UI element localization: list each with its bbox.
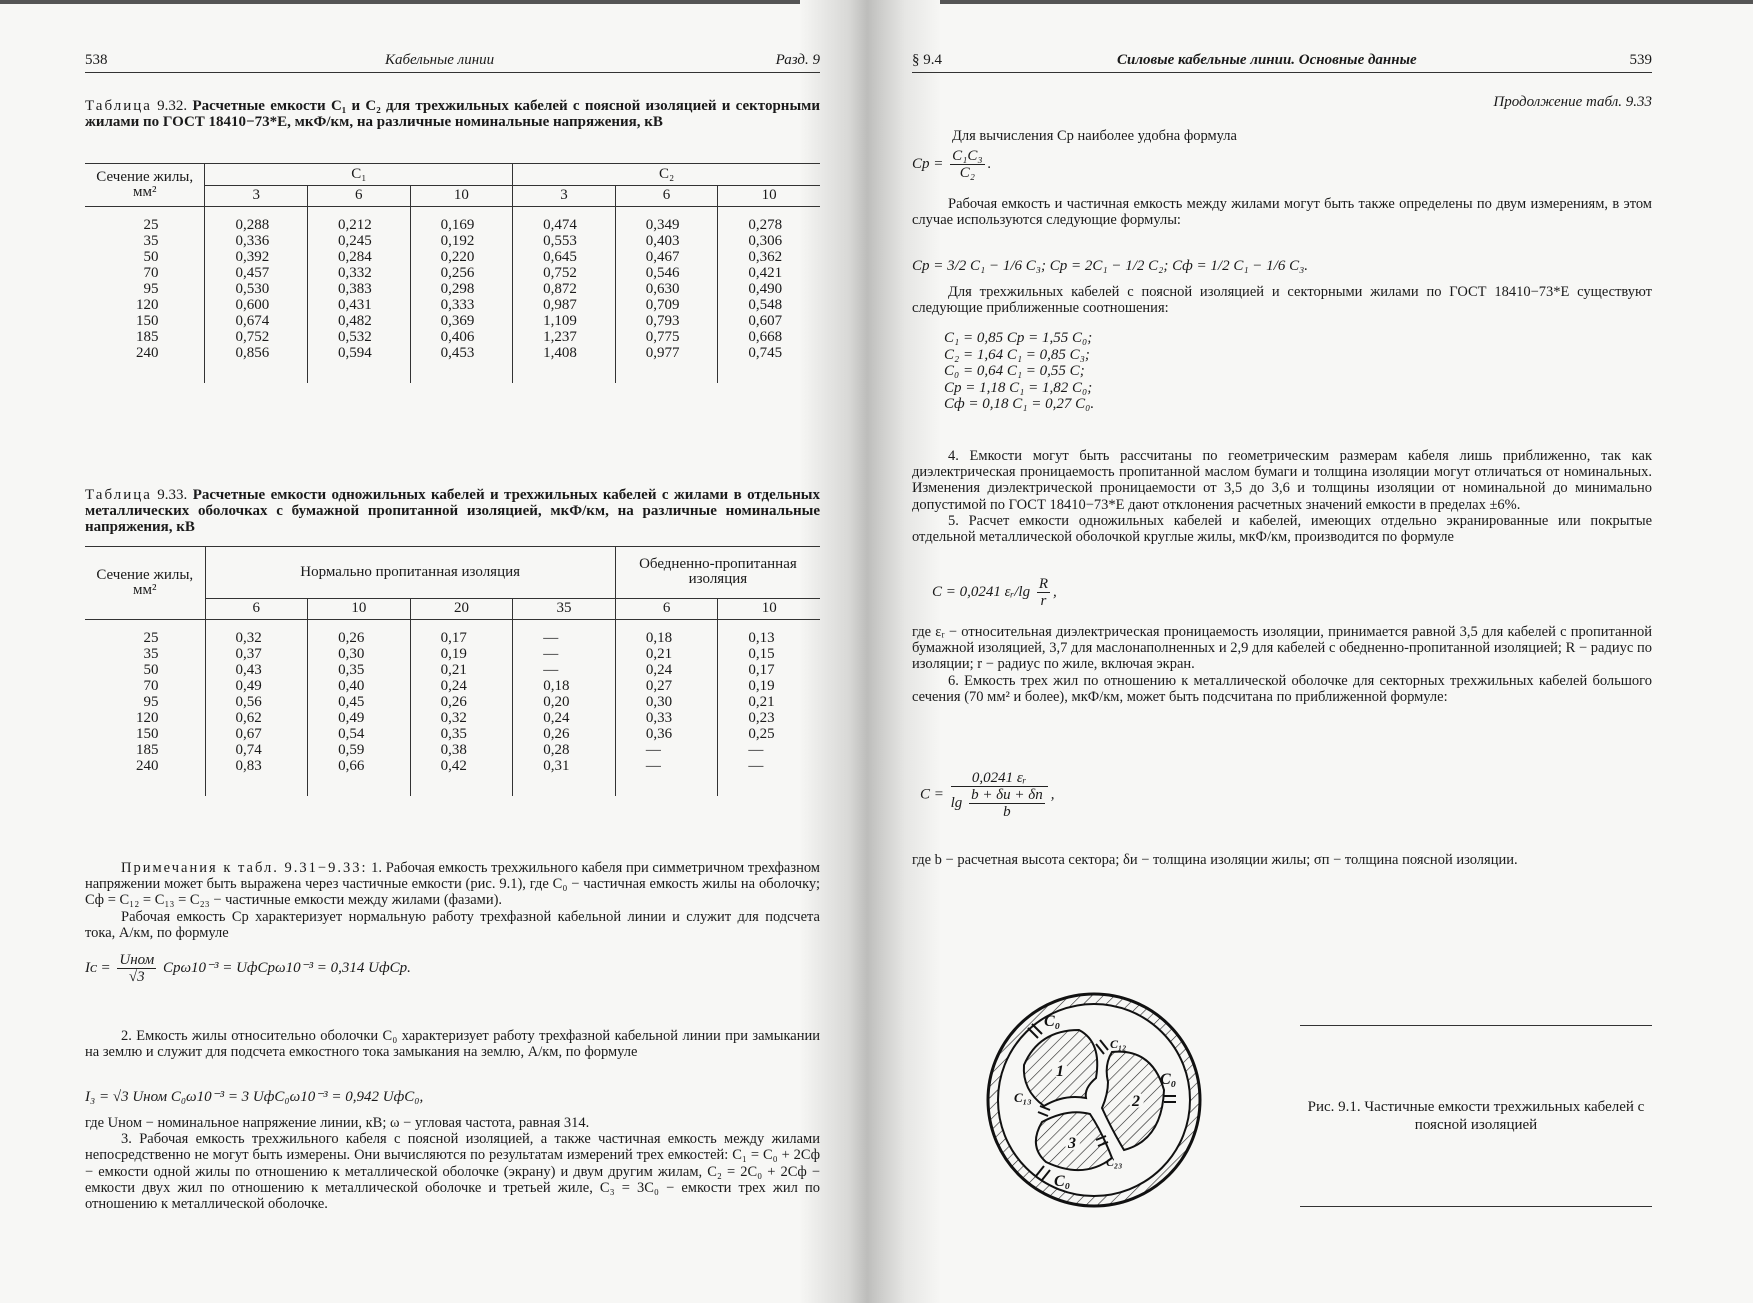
value-cell: 0,256	[410, 265, 513, 281]
table-9-32	[85, 163, 820, 383]
core-label-3: 3	[1068, 1135, 1076, 1152]
cable-cross-section	[984, 990, 1204, 1210]
value-cell: 0,17	[410, 620, 513, 647]
table-row	[85, 726, 820, 742]
value-cell: 0,31	[513, 758, 616, 796]
section-cell: 35	[85, 646, 205, 662]
value-cell: 0,987	[513, 297, 616, 313]
inner-denominator: b	[1003, 804, 1011, 820]
running-title: Кабельные линии	[385, 52, 495, 68]
value-cell: 0,284	[308, 249, 411, 265]
section-cell: 25	[85, 207, 205, 234]
notes-block	[85, 860, 820, 941]
formula-lhs: C =	[920, 786, 944, 803]
value-cell: —	[615, 742, 718, 758]
section-cell: 120	[85, 297, 205, 313]
section-cell: 35	[85, 233, 205, 249]
value-cell: 0,856	[205, 345, 308, 383]
inner-numerator: b + δи + δп	[971, 787, 1043, 803]
value-cell: 0,467	[615, 249, 718, 265]
value-cell: 0,403	[615, 233, 718, 249]
table-caption	[85, 487, 820, 535]
formula-lhs: Cр =	[912, 155, 944, 172]
section-cell: 150	[85, 726, 205, 742]
section-cell: 240	[85, 345, 205, 383]
relation-line: Cр = 1,18 C₁ = 1,82 C₀;	[944, 379, 1093, 396]
value-cell: 0,66	[308, 758, 411, 796]
right-page	[912, 0, 1652, 1303]
formula-ic	[85, 952, 411, 985]
value-cell: 0,674	[205, 313, 308, 329]
value-cell: 0,553	[513, 233, 616, 249]
formula-c-round: C = 0,0241 εᵣ/lg $\frac{R}{r}$ ,	[932, 576, 1057, 609]
paragraph	[912, 196, 1652, 228]
table-row	[85, 329, 820, 345]
note-1: 1. Рабочая емкость трехжильного кабеля при симметричном трехфазном напряжении может быть выражена через частичные емкости (рис. 9.1), где C₀ − частичная емкость жилы на оболочку; Cф = C₁₂ = C₁₃ = C₂₃ − частичные емкости между жилами (фазами).	[85, 860, 820, 909]
note-2: 2. Емкость жилы относительно оболочки C₀ характеризует работу трехфазной кабельной линии при замыкании на землю и служит для подсчета емкостного тока замыкания на землю, А/км, по формуле	[85, 1028, 820, 1061]
value-cell: 0,192	[410, 233, 513, 249]
value-cell: 0,607	[748, 313, 783, 329]
value-cell: 0,21	[748, 694, 775, 710]
core-label-1: 1	[1056, 1063, 1064, 1080]
relation-line: Cф = 0,18 C₁ = 0,27 C₀.	[944, 396, 1095, 412]
section-cell: 70	[85, 265, 205, 281]
relations-list	[944, 330, 1094, 413]
note-3-block	[85, 1115, 820, 1212]
value-cell: 0,306	[748, 233, 783, 249]
value-cell: 0,26	[410, 694, 513, 710]
value-cell: 0,453	[410, 345, 513, 383]
value-cell: 0,37	[205, 646, 308, 662]
note-1b: Рабочая емкость Cр характеризует нормальную работу трехфазной кабельной линии и служит для подсчета тока, А/км, по формуле	[85, 908, 820, 941]
value-cell: 0,43	[205, 662, 308, 678]
relation-line: C₁ = 0,85 Cр = 1,55 C₀;	[944, 330, 1093, 346]
section-ref: § 9.4	[912, 52, 942, 68]
voltage-header: 6	[205, 598, 308, 619]
value-cell: —	[748, 742, 764, 758]
header-section: Сечение жилы, мм²	[85, 547, 205, 620]
section-cell: 50	[85, 662, 205, 678]
value-cell: 0,169	[410, 207, 513, 234]
value-cell: 0,13	[748, 630, 775, 646]
value-cell: —	[513, 620, 616, 647]
value-cell: 0,977	[615, 345, 718, 383]
value-cell: 0,56	[205, 694, 308, 710]
relation-line: C₂ = 1,64 C₁ = 0,85 C₃;	[944, 346, 1090, 363]
value-cell: 0,421	[748, 265, 783, 281]
formula-rest: Cрω10⁻³ = UфCрω10⁻³ = 0,314 UфCр.	[162, 959, 411, 976]
voltage-header: 10	[308, 598, 411, 619]
cap-label-c0-top: C₀	[1044, 1013, 1061, 1030]
header-group-c1: C₁	[205, 164, 513, 186]
value-cell: 0,15	[748, 646, 775, 662]
table-caption	[85, 98, 820, 130]
denominator: √3	[128, 969, 145, 985]
fraction	[117, 952, 156, 985]
cap-label-c0-bottom: C₀	[1054, 1173, 1071, 1190]
fraction	[950, 148, 984, 181]
section-cell: 185	[85, 329, 205, 345]
cap-label-c13: C₁₃	[1014, 1090, 1032, 1105]
value-cell: 0,532	[308, 329, 411, 345]
voltage-header: 6	[615, 185, 718, 207]
table-row	[85, 297, 820, 313]
value-cell: 0,30	[308, 646, 411, 662]
left-page	[85, 0, 820, 1303]
value-cell: 0,19	[748, 678, 775, 694]
paragraph	[912, 448, 1652, 545]
value-cell: 0,745	[748, 345, 783, 361]
value-cell: 0,27	[615, 678, 718, 694]
fraction	[1037, 576, 1050, 609]
section-cell: 240	[85, 758, 205, 796]
page-number: 538	[85, 52, 108, 68]
value-cell: 0,21	[410, 662, 513, 678]
value-cell: 0,20	[513, 694, 616, 710]
value-cell: 0,872	[513, 281, 616, 297]
table-9-33	[85, 546, 820, 796]
paragraph-text: Для трехжильных кабелей с поясной изоляцией и секторными жилами по ГОСТ 18410−73*Е существуют следующие приближенные соотношения:	[912, 284, 1652, 317]
voltage-header: 20	[410, 598, 513, 619]
value-cell: 1,109	[513, 313, 616, 329]
value-cell: 0,336	[205, 233, 308, 249]
value-cell: 0,40	[308, 678, 411, 694]
value-cell: 0,49	[205, 678, 308, 694]
value-cell: 0,42	[410, 758, 513, 796]
value-cell: 0,668	[748, 329, 783, 345]
value-cell: 0,26	[308, 620, 411, 647]
note-2b: где Uном − номинальное напряжение линии, кВ; ω − угловая частота, равная 314.	[85, 1115, 590, 1131]
value-cell: 0,21	[615, 646, 718, 662]
value-cell: 0,74	[205, 742, 308, 758]
table-row	[85, 694, 820, 710]
numerator: C₁C₃	[952, 148, 983, 164]
value-cell: 0,278	[748, 217, 783, 233]
voltage-header: 6	[615, 598, 718, 619]
value-cell: 0,362	[748, 249, 783, 265]
header-group-depleted: Обедненно-пропитанная изоляция	[615, 547, 820, 599]
caption-label: Таблица	[85, 98, 152, 114]
table-row	[85, 281, 820, 297]
numerator: R	[1038, 576, 1048, 592]
value-cell: 0,645	[513, 249, 616, 265]
value-cell: 0,38	[410, 742, 513, 758]
formula-cp: Cр = $\frac{\text{C₁C₃}}{\text{C₂}}$ .	[912, 148, 992, 181]
value-cell: 0,392	[205, 249, 308, 265]
header-group-normal: Нормально пропитанная изоляция	[205, 547, 615, 599]
value-cell: —	[615, 758, 718, 796]
running-header	[912, 50, 1652, 73]
value-cell: 0,548	[748, 297, 783, 313]
value-cell: 0,332	[308, 265, 411, 281]
value-cell: 0,490	[748, 281, 783, 297]
value-cell: 0,18	[615, 620, 718, 647]
figure-rule-top	[1300, 1025, 1652, 1026]
table-row	[85, 249, 820, 265]
table-row	[85, 742, 820, 758]
section-ref: Разд. 9	[775, 52, 820, 68]
value-cell: —	[513, 662, 616, 678]
voltage-header: 10	[718, 598, 820, 619]
numerator: 0,0241 εᵣ	[951, 770, 1048, 787]
table-row	[85, 678, 820, 694]
caption-label: Таблица	[85, 487, 152, 503]
value-cell: 0,59	[308, 742, 411, 758]
table-row	[85, 620, 820, 647]
value-cell: 0,35	[308, 662, 411, 678]
value-cell: 0,28	[513, 742, 616, 758]
value-cell: 1,237	[513, 329, 616, 345]
cap-label-c12: C₁₂	[1110, 1037, 1127, 1051]
value-cell: 0,630	[615, 281, 718, 297]
section-cell: 150	[85, 313, 205, 329]
table-row	[85, 758, 820, 796]
lg: lg	[950, 794, 963, 811]
value-cell: 0,220	[410, 249, 513, 265]
table-row	[85, 233, 820, 249]
value-cell: 0,474	[513, 207, 616, 234]
value-cell: 0,83	[205, 758, 308, 796]
value-cell: 0,32	[205, 620, 308, 647]
caption-text: Расчетные емкости C₁ и C₂ для трехжильных кабелей с поясной изоляцией и секторными жилами по ГОСТ 18410−73*Е, мкФ/км, на различные номинальные напряжения, кВ	[85, 98, 821, 130]
cap-label-c23: C₂₃	[1106, 1155, 1123, 1169]
denominator: C₂	[959, 165, 975, 181]
caption-number: 9.33.	[157, 487, 188, 503]
notes-heading: Примечания к табл. 9.31−9.33:	[121, 860, 368, 876]
value-cell: 0,383	[308, 281, 411, 297]
value-cell: 0,26	[513, 726, 616, 742]
value-cell: 0,431	[308, 297, 411, 313]
value-cell: 0,24	[410, 678, 513, 694]
paragraph-7: 6. Емкость трех жил по отношению к металлической оболочке для секторных трехжильных кабелей большого сечения (70 мм² и более), мкФ/км, может быть подсчитана по приближенной формуле:	[912, 672, 1652, 705]
value-cell: 0,30	[615, 694, 718, 710]
value-cell: 0,245	[308, 233, 411, 249]
value-cell: 1,408	[513, 345, 616, 383]
figure-caption: Рис. 9.1. Частичные емкости трехжильных кабелей с поясной изоляцией	[1307, 1099, 1645, 1133]
value-cell: 0,24	[615, 662, 718, 678]
table-row	[85, 345, 820, 383]
formula-two-measure: Cр = 3/2 C₁ − 1/6 C₃; Cр = 2C₁ − 1/2 C₂; Cф = 1/2 C₁ − 1/6 C₃.	[912, 258, 1309, 274]
value-cell: 0,349	[615, 207, 718, 234]
value-cell: 0,36	[615, 726, 718, 742]
section-cell: 95	[85, 281, 205, 297]
value-cell: 0,775	[615, 329, 718, 345]
section-cell: 70	[85, 678, 205, 694]
value-cell: 0,709	[615, 297, 718, 313]
value-cell: 0,17	[748, 662, 775, 678]
fraction	[951, 770, 1048, 820]
value-cell: 0,49	[308, 710, 411, 726]
section-cell: 95	[85, 694, 205, 710]
value-cell: 0,406	[410, 329, 513, 345]
paragraph: где b − расчетная высота сектора; δи − толщина изоляции жилы; σп − толщина поясной изоляции.	[912, 852, 1518, 868]
paragraph	[912, 284, 1652, 316]
formula-lhs: Iᴄ =	[85, 959, 111, 976]
table-row	[85, 207, 820, 234]
value-cell: 0,457	[205, 265, 308, 281]
voltage-header: 35	[513, 598, 616, 619]
cap-label-c0-right: C₀	[1160, 1071, 1177, 1088]
relation-line: C₀ = 0,64 C₁ = 0,55 C;	[944, 363, 1085, 379]
paragraph-text: Рабочая емкость и частичная емкость между жилами могут быть также определены по двум измерениям, в этом случае используются следующие формулы:	[912, 196, 1652, 229]
value-cell: 0,33	[615, 710, 718, 726]
value-cell: 0,594	[308, 345, 411, 383]
value-cell: 0,25	[748, 726, 775, 742]
value-cell: —	[748, 758, 764, 774]
value-cell: 0,24	[513, 710, 616, 726]
value-cell: 0,288	[205, 207, 308, 234]
section-cell: 120	[85, 710, 205, 726]
inner-fraction	[969, 787, 1045, 820]
voltage-header: 10	[410, 185, 513, 207]
voltage-header: 3	[205, 185, 308, 207]
value-cell: 0,18	[513, 678, 616, 694]
value-cell: 0,32	[410, 710, 513, 726]
value-cell: 0,212	[308, 207, 411, 234]
header-section: Сечение жилы, мм²	[85, 164, 205, 207]
table-row	[85, 710, 820, 726]
voltage-header: 3	[513, 185, 616, 207]
voltage-header: 6	[308, 185, 411, 207]
section-cell: 50	[85, 249, 205, 265]
value-cell: 0,530	[205, 281, 308, 297]
section-cell: 25	[85, 620, 205, 647]
figure-rule-bottom	[1300, 1206, 1652, 1207]
value-cell: 0,45	[308, 694, 411, 710]
caption-text: Расчетные емкости одножильных кабелей и трехжильных кабелей с жилами в отдельных металлических оболочках с бумажной пропитанной изоляцией, мкФ/км, на различные номинальные напряжения, кВ	[85, 487, 821, 535]
note-3: 3. Рабочая емкость трехжильного кабеля с поясной изоляцией, а также частичная емкость между жилами непосредственно не могут быть измерены. Они вычисляются по результатам измерений трех емкостей: C₁ = C₀ + 2Cф − емкости одной жилы по отношению к металлической оболочке (экрану) и двум другим жилам, C₂ = 2C₀ + 2Cф − емкости двух жил по отношению к металлической оболочке и третьей жиле, C₃ = 3C₀ − емкости трех жил по отношению к металлической оболочке.	[85, 1131, 820, 1213]
value-cell: 0,67	[205, 726, 308, 742]
value-cell: 0,369	[410, 313, 513, 329]
running-header	[85, 50, 820, 73]
value-cell: 0,298	[410, 281, 513, 297]
value-cell: 0,600	[205, 297, 308, 313]
running-title: Силовые кабельные линии. Основные данные	[1117, 52, 1417, 68]
section-cell: 185	[85, 742, 205, 758]
note-2-block	[85, 1028, 820, 1060]
page-number: 539	[1629, 52, 1652, 68]
value-cell: 0,752	[205, 329, 308, 345]
table-row	[85, 662, 820, 678]
table-row	[85, 313, 820, 329]
value-cell: 0,333	[410, 297, 513, 313]
paragraph-5: 5. Расчет емкости одножильных кабелей и кабелей, имеющих отдельно экранированные или покрытые отдельной металлической оболочкой круглые жилы, мкФ/км, производится по формуле	[912, 512, 1652, 546]
value-cell: 0,19	[410, 646, 513, 662]
value-cell: 0,752	[513, 265, 616, 281]
value-cell: 0,482	[308, 313, 411, 329]
table-row	[85, 265, 820, 281]
formula-i3: I₃ = √3 Uном C₀ω10⁻³ = 3 UфC₀ω10⁻³ = 0,942 UфC₀,	[85, 1089, 424, 1105]
denominator: r	[1040, 593, 1047, 609]
core-label-2: 2	[1132, 1093, 1140, 1110]
value-cell: —	[513, 646, 616, 662]
formula-c-sector: C = 0,0241 εᵣ lg $\frac{b + \delta и + \delta п}{b}$ ,	[920, 770, 1055, 820]
table-row	[85, 646, 820, 662]
continuation-note: Продолжение табл. 9.33	[1493, 94, 1652, 110]
formula-lhs: C = 0,0241 εᵣ/lg	[932, 583, 1031, 600]
header-group-c2: C₂	[513, 164, 820, 186]
value-cell: 0,546	[615, 265, 718, 281]
value-cell: 0,23	[748, 710, 775, 726]
value-cell: 0,35	[410, 726, 513, 742]
value-cell: 0,62	[205, 710, 308, 726]
value-cell: 0,793	[615, 313, 718, 329]
paragraph: Для вычисления Cр наиболее удобна формула	[952, 128, 1237, 144]
numerator: Uном	[119, 952, 155, 968]
paragraph-4: 4. Емкости могут быть рассчитаны по геометрическим размерам кабеля лишь приближенно, так как диэлектрическая проницаемость пропитанной маслом бумаги и толщина изоляции могут отличаться от номинальных. Изменения диэлектрической проницаемости от 3,5 до 3,6 и толщины изоляции от номинальной до минимально допустимой по ГОСТ 18410−73*Е дают отклонения расчетных значений емкости в пределах ±6%.	[912, 448, 1652, 513]
voltage-header: 10	[718, 185, 820, 207]
paragraph-6: где εᵣ − относительная диэлектрическая проницаемость изоляции, принимается равной 3,5 для кабелей с пропитанной бумажной изоляцией, 3,7 для маслонаполненных и 2,9 для кабелей с обедненно-пропитанной изоляцией; R − радиус по изоляции; r − радиус по жиле, включая экран.	[912, 624, 1652, 673]
value-cell: 0,54	[308, 726, 411, 742]
paragraph	[912, 624, 1652, 705]
denominator	[951, 787, 1048, 820]
caption-number: 9.32.	[157, 98, 188, 114]
